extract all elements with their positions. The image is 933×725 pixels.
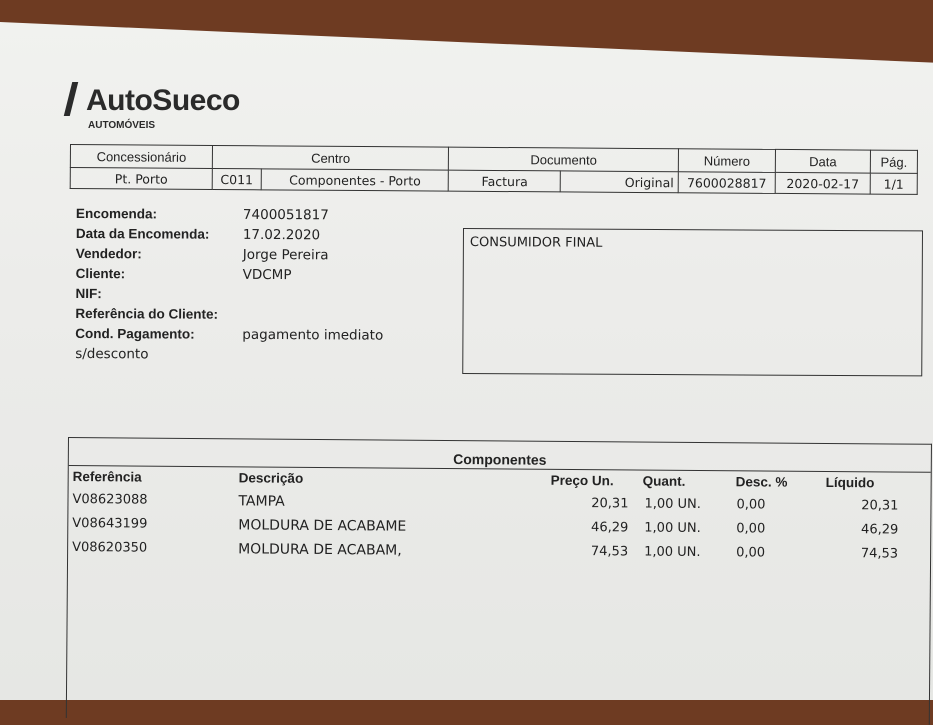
numero-header: Número <box>678 149 775 173</box>
centro-name-value: Componentes - Porto <box>261 169 449 191</box>
centro-code-value: C011 <box>212 168 261 189</box>
col-descricao: Descrição <box>238 470 304 486</box>
row-1-quant: 1,00 UN. <box>644 496 702 512</box>
row-2-desc: MOLDURA DE ACABAME <box>238 517 407 535</box>
encomenda-label: Encomenda: <box>75 206 158 222</box>
encomenda-value: 7400051817 <box>242 206 329 224</box>
cliente-value: VDCMP <box>242 266 292 284</box>
row-3-desconto: 0,00 <box>736 545 766 561</box>
row-1-ref: V08623088 <box>72 492 148 508</box>
pag-value: 1/1 <box>870 173 917 194</box>
cliente-label: Cliente: <box>75 265 126 282</box>
row-1-liquido: 20,31 <box>861 498 899 514</box>
referencia-cliente-label: Referência do Cliente: <box>75 305 219 322</box>
row-1-preco: 20,31 <box>591 496 629 512</box>
col-desc: Desc. % <box>735 474 788 490</box>
concessionario-value: Pt. Porto <box>70 168 212 190</box>
row-1-desc: TAMPA <box>238 493 285 510</box>
vendedor-label: Vendedor: <box>75 245 142 262</box>
items-table <box>66 437 932 725</box>
logo-subtitle: AUTOMÓVEIS <box>88 120 156 131</box>
col-referencia: Referência <box>72 469 142 485</box>
data-encomenda-value: 17.02.2020 <box>242 226 321 244</box>
row-2-preco: 46,29 <box>591 520 629 536</box>
client-address-box <box>462 228 923 376</box>
documento-type-value: Factura <box>449 170 561 192</box>
nif-label: NIF: <box>75 285 102 302</box>
row-3-quant: 1,00 UN. <box>644 544 701 560</box>
row-3-preco: 74,53 <box>590 544 629 560</box>
documento-copy-value: Original <box>561 171 679 193</box>
row-3-liquido: 74,53 <box>860 546 899 562</box>
vendedor-value: Jorge Pereira <box>242 246 329 264</box>
documento-header: Documento <box>449 147 679 172</box>
pag-header: Pág. <box>870 150 917 173</box>
desconto-note: s/desconto <box>75 345 149 363</box>
col-liquido: Líquido <box>825 474 875 491</box>
row-1-desconto: 0,00 <box>736 497 766 513</box>
cond-pagamento-value: pagamento imediato <box>242 326 384 344</box>
data-encomenda-label: Data da Encomenda: <box>75 225 210 242</box>
client-name: CONSUMIDOR FINAL <box>469 235 603 251</box>
numero-value: 7600028817 <box>678 172 775 194</box>
col-preco: Preço Un. <box>550 472 614 489</box>
logo-brand: AutoSueco <box>86 84 240 117</box>
row-2-quant: 1,00 UN. <box>644 520 701 536</box>
row-2-ref: V08643199 <box>72 516 148 532</box>
invoice-header-table <box>70 144 918 195</box>
row-2-liquido: 46,29 <box>861 522 899 538</box>
cond-pagamento-label: Cond. Pagamento: <box>75 325 195 342</box>
row-3-desc: MOLDURA DE ACABAM, <box>238 541 402 559</box>
concessionario-header: Concessionário <box>70 145 212 169</box>
data-value: 2020-02-17 <box>775 172 870 194</box>
items-title: Componentes <box>453 451 547 468</box>
centro-header: Centro <box>212 145 449 170</box>
row-3-ref: V08620350 <box>72 540 148 556</box>
row-2-desconto: 0,00 <box>736 521 766 537</box>
col-quant: Quant. <box>642 473 686 489</box>
data-header: Data <box>775 149 870 173</box>
